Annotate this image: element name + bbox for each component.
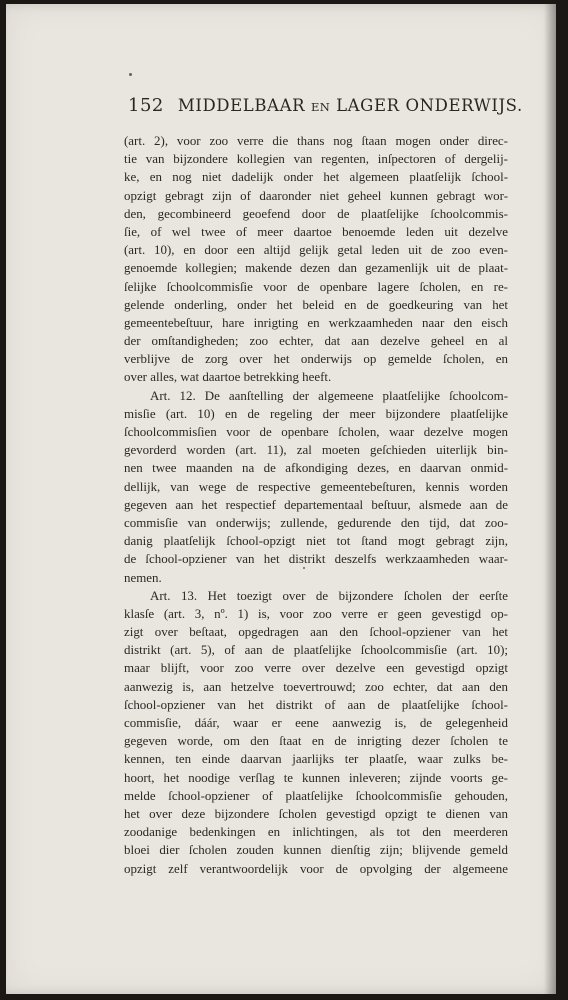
page-gutter-shadow <box>544 4 556 994</box>
text-line: distrikt (art. 5), of aan de plaatſelijke ſchoolcommisſie (art. 10); <box>124 642 508 658</box>
text-line: aanwezig is, aan hetzelve toevertrouwd; zoo echter, dat aan den <box>124 678 508 694</box>
body-text <box>124 132 508 878</box>
page-number: 152 <box>128 95 164 116</box>
text-line: (art. 10), en door een altijd gelijk getal leden uit de zoo even- <box>124 242 508 258</box>
text-line: opzigt zelf verantwoordelijk voor de opvolging der algemeene <box>124 860 508 876</box>
text-line: gevorderd worden (art. 11), zal moeten geſchieden uiterlijk bin- <box>124 442 508 458</box>
text-line: maar blijft, voor zoo verre over dezelve een gevestigd opzigt <box>124 660 508 676</box>
text-line: opzigt gebragt zijn of daaronder niet geheel kunnen gebragt wor- <box>124 187 508 203</box>
text-line: over alles, wat daartoe betrekking heeft. <box>124 369 332 385</box>
text-line: Art. 12. De aanſtelling der algemeene plaatſelijke ſchoolcom- <box>150 387 508 403</box>
text-line: zigt over beſtaat, opgedragen aan den ſchool-opziener van het <box>124 624 508 640</box>
text-line: tie van bijzondere kollegien van regenten, inſpectoren of dergelij- <box>124 151 508 167</box>
text-line: gelende onderling, onder het beleid en de goedkeuring van het <box>124 296 508 312</box>
text-line: de ſchool-opziener van het distrikt deszelfs werkzaamheden waar- <box>124 551 508 567</box>
text-line: bloei dier ſcholen zouden kunnen dienſtig zijn; blijvende gemeld <box>124 842 508 858</box>
running-title-part1: MIDDELBAAR <box>177 96 306 115</box>
text-line: den, gecombineerd geoefend door de plaatſelijke ſchoolcommis- <box>124 205 508 221</box>
text-line: melde ſchool-opziener of plaatſelijke ſchoolcommisſie gehouden, <box>124 787 508 803</box>
text-line: nemen. <box>124 569 162 585</box>
text-line: genoemde kollegien; makende dezen dan gezamenlijk uit de plaat- <box>124 260 508 276</box>
text-line: dellijk, van wege de respective gemeentebeſturen, kennis worden <box>124 478 508 494</box>
text-line: der omſtandigheden; zoo echter, dat aan dezelve geheel en al <box>124 333 508 349</box>
text-line: gegeven aan het respectief departementaal beſtuur, alsmede aan de <box>124 496 508 512</box>
text-line: commisſie van onderwijs; zullende, gedurende den tijd, dat zoo- <box>124 514 508 530</box>
text-line: ſie, of wel twee of meer daartoe benoemde leden uit dezelve <box>124 223 508 239</box>
text-line: zoodanige bedenkingen en inlichtingen, als tot den meerderen <box>124 824 508 840</box>
text-line: kennen, ten einde daarvan jaarlijks ter plaatſe, waar zulks be- <box>124 751 508 767</box>
text-line: danig plaatſelijk ſchool-opzigt niet tot ſtand mogt gebragt zijn, <box>124 533 508 549</box>
running-header <box>128 95 523 116</box>
text-line: het over deze bijzondere ſcholen gevestigd opzigt te dienen van <box>124 805 508 821</box>
text-line: nen twee maanden na de afkondiging dezes, en daarvan onmid- <box>124 460 508 476</box>
text-line: (art. 2), voor zoo verre die thans nog ſtaan mogen onder direc- <box>124 133 508 148</box>
text-line: gegeven worde, om den ſtaat en de inrigting dezer ſcholen te <box>124 733 508 749</box>
running-title-and: EN <box>310 100 331 114</box>
text-line: commisſie, dáár, waar er eene aanwezig is, de gelegenheid <box>124 715 508 730</box>
text-line: ſelijke ſchoolcommisſie voor de openbare lagere ſcholen, en re- <box>124 278 508 294</box>
running-title <box>178 96 523 115</box>
text-line: hoort, het noodige verſlag te kunnen inleveren; zijnde voorts ge- <box>124 769 508 785</box>
running-title-part2: LAGER ONDERWIJS. <box>336 96 523 115</box>
text-line: gemeentebeſtuur, hare inrigting en werkzaamheden naar den eisch <box>124 314 508 330</box>
book-page <box>6 4 556 994</box>
text-line: klasſe (art. 3, nº. 1) is, voor zoo verre er geen gevestigd op- <box>124 605 508 621</box>
text-line: ſchoolcommisſien voor de openbare ſcholen, waar dezelve mogen <box>124 424 508 439</box>
text-line: ſchool-opziener van het distrikt of aan de plaatſelijke ſchool- <box>124 696 508 712</box>
text-line: ke, en nog niet dadelijk onder het algemeen plaatſelijk ſchool- <box>124 169 508 185</box>
text-line: Art. 13. Het toezigt over de bijzondere ſcholen der eerſte <box>150 587 508 603</box>
text-line: misſie (art. 10) en de regeling der meer bijzondere plaatſelijke <box>124 405 508 421</box>
ink-speck <box>129 73 132 76</box>
text-line: verblijve de zorg over het onderwijs op gemelde ſcholen, en <box>124 351 508 367</box>
